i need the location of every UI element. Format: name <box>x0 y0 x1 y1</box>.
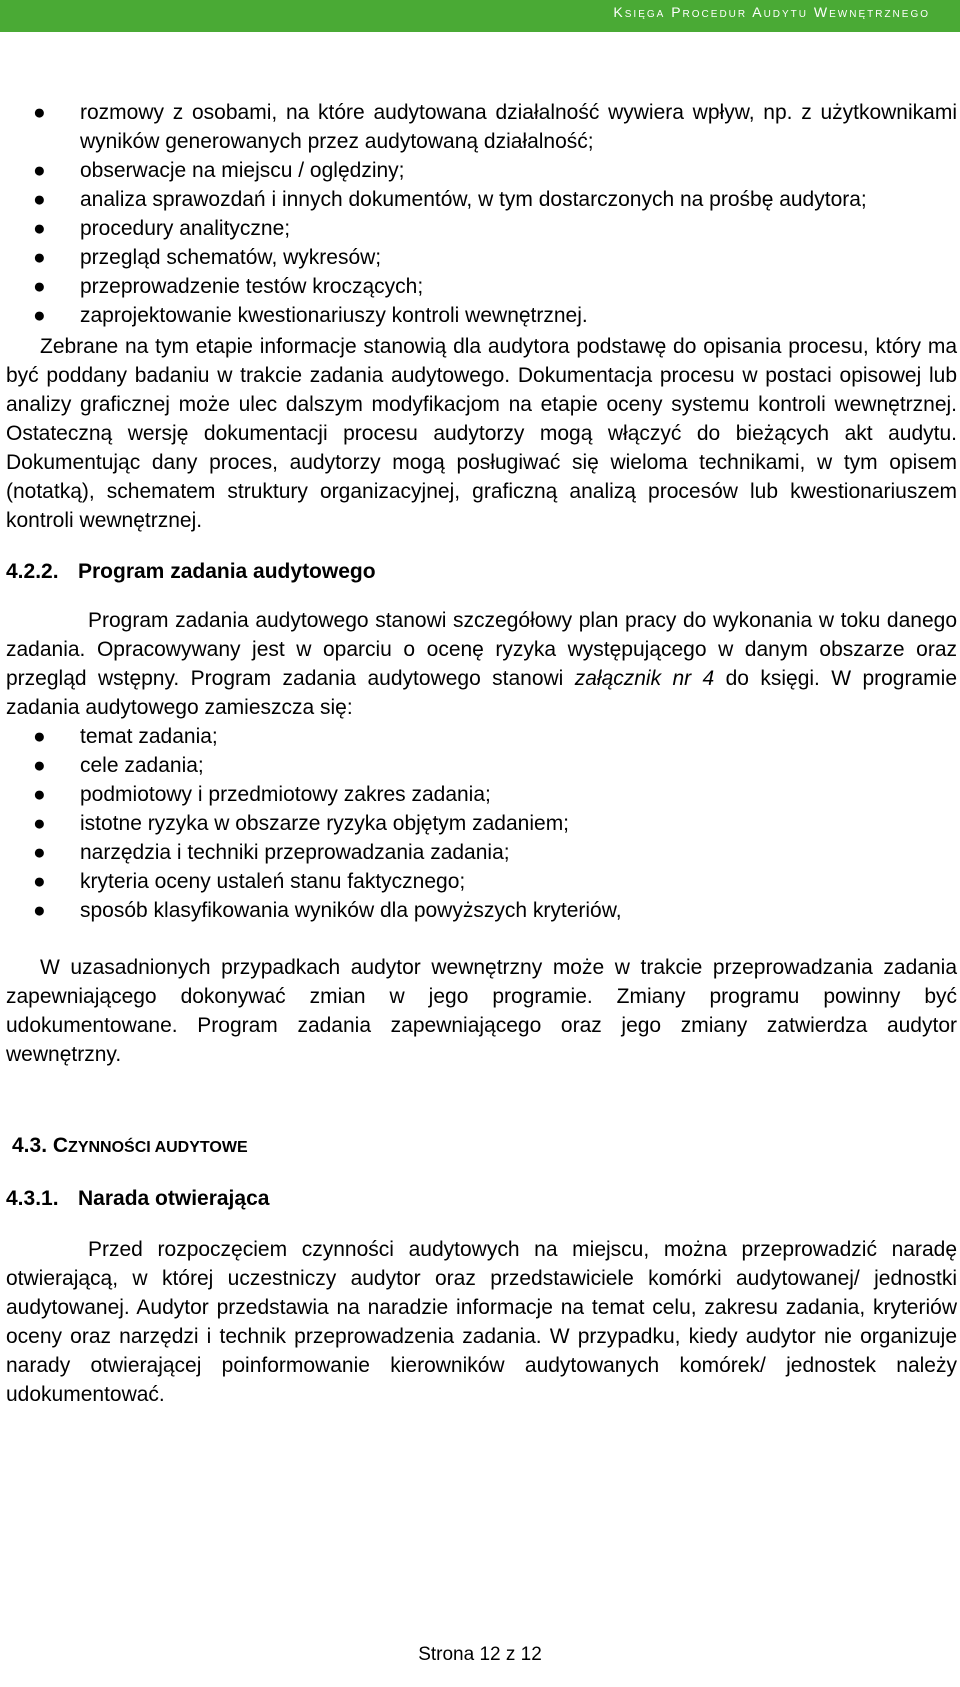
section-number: 4.2.2. <box>6 560 59 583</box>
paragraph-audit-program: Program zadania audytowego stanowi szczegółowy plan pracy do wykonania w toku danego zadania. Opracowywany jest w oparciu o ocenę ryzyka występującego w danym obszarze oraz przegląd wstępny. Program zadania audytowego stanowi załącznik nr 4 do księgi. W programie zadania audytowego zamieszcza się: <box>6 609 957 719</box>
section-number: 4.3.1. <box>6 1187 59 1210</box>
bullet-icon: ● <box>33 812 46 835</box>
bullet-list-program-contents <box>6 722 957 925</box>
paragraph-opening-meeting: Przed rozpoczęciem czynności audytowych na miejscu, można przeprowadzić naradę otwierającą, w której uczestniczy audytor oraz przedstawiciele komórki audytowanej/ jednostki audytowanej. Audytor przedstawia na naradzie informacje na temat celu, zakresu zadania, kryteriów oceny oraz narzędzi i technik przeprowadzenia zadania. W przypadku, kiedy audytor nie organizuje narady otwierającej poinformowanie kierowników audytowanych komórek/ jednostek należy udokumentować. <box>6 1238 957 1406</box>
bullet-icon: ● <box>33 275 46 298</box>
list-item: ● zaprojektowanie kwestionariuszy kontroli wewnętrznej. <box>6 301 957 330</box>
list-item: ● narzędzia i techniki przeprowadzania zadania; <box>6 838 957 867</box>
bullet-icon: ● <box>33 217 46 240</box>
section-title-rest: ZYNNOŚCI AUDYTOWE <box>68 1139 248 1156</box>
section-heading-4-2-2 <box>6 557 957 586</box>
list-item: ● rozmowy z osobami, na które audytowana działalność wywiera wpływ, np. z użytkownikami wyników generowanych przez audytowaną działalność; <box>6 98 957 156</box>
page-content <box>6 98 957 1409</box>
bullet-icon: ● <box>33 870 46 893</box>
attachment-reference: załącznik nr 4 <box>574 667 715 690</box>
list-item: ● procedury analityczne; <box>6 214 957 243</box>
bullet-icon: ● <box>33 783 46 806</box>
section-number: 4.3. <box>12 1134 48 1157</box>
bullet-list-methods <box>6 98 957 330</box>
bullet-icon: ● <box>33 246 46 269</box>
bullet-icon: ● <box>33 159 46 182</box>
section-heading-4-3 <box>6 1131 957 1162</box>
page-footer: Strona 12 z 12 <box>418 1644 542 1665</box>
section-title: Program zadania audytowego <box>78 560 376 583</box>
bullet-icon: ● <box>33 899 46 922</box>
section-title: Narada otwierająca <box>78 1187 270 1210</box>
bullet-icon: ● <box>33 101 46 124</box>
list-item: ● kryteria oceny ustaleń stanu faktycznego; <box>6 867 957 896</box>
paragraph-process-documentation: Zebrane na tym etapie informacje stanowią dla audytora podstawę do opisania procesu, który ma być poddany badaniu w trakcie zadania audytowego. Dokumentacja procesu w postaci opisowej lub analizy graficznej może ulec dalszym modyfikacjom na etapie oceny systemu kontroli wewnętrznej. Ostateczną wersję dokumentacji procesu audytorzy mogą włączyć do bieżących akt audytu. Dokumentując dany proces, audytorzy mogą posługiwać się wieloma technikami, w tym opisem (notatką), schematem struktury organizacyjnej, graficzną analizą procesów lub kwestionariuszem kontroli wewnętrznej. <box>6 335 957 532</box>
bullet-icon: ● <box>33 188 46 211</box>
list-item: ● istotne ryzyka w obszarze ryzyka objętym zadaniem; <box>6 809 957 838</box>
list-item: ● przegląd schematów, wykresów; <box>6 243 957 272</box>
list-item: ● sposób klasyfikowania wyników dla powyższych kryteriów, <box>6 896 957 925</box>
section-heading-4-3-1 <box>6 1184 957 1213</box>
header-title: Księga Procedur Audytu Wewnętrznego <box>613 4 930 20</box>
bullet-icon: ● <box>33 754 46 777</box>
header-bar <box>0 0 960 32</box>
paragraph-program-changes: W uzasadnionych przypadkach audytor wewnętrzny może w trakcie przeprowadzania zadania zapewniającego dokonywać zmian w jego programie. Zmiany programu powinny być udokumentowane. Program zadania zapewniającego oraz jego zmiany zatwierdza audytor wewnętrzny. <box>6 956 957 1066</box>
section-title-initial: C <box>52 1134 69 1157</box>
list-item: ● obserwacje na miejscu / oględziny; <box>6 156 957 185</box>
bullet-icon: ● <box>33 304 46 327</box>
list-item: ● temat zadania; <box>6 722 957 751</box>
list-item: ● przeprowadzenie testów kroczących; <box>6 272 957 301</box>
list-item: ● podmiotowy i przedmiotowy zakres zadania; <box>6 780 957 809</box>
list-item: ● analiza sprawozdań i innych dokumentów, w tym dostarczonych na prośbę audytora; <box>6 185 957 214</box>
list-item: ● cele zadania; <box>6 751 957 780</box>
bullet-icon: ● <box>33 725 46 748</box>
bullet-icon: ● <box>33 841 46 864</box>
